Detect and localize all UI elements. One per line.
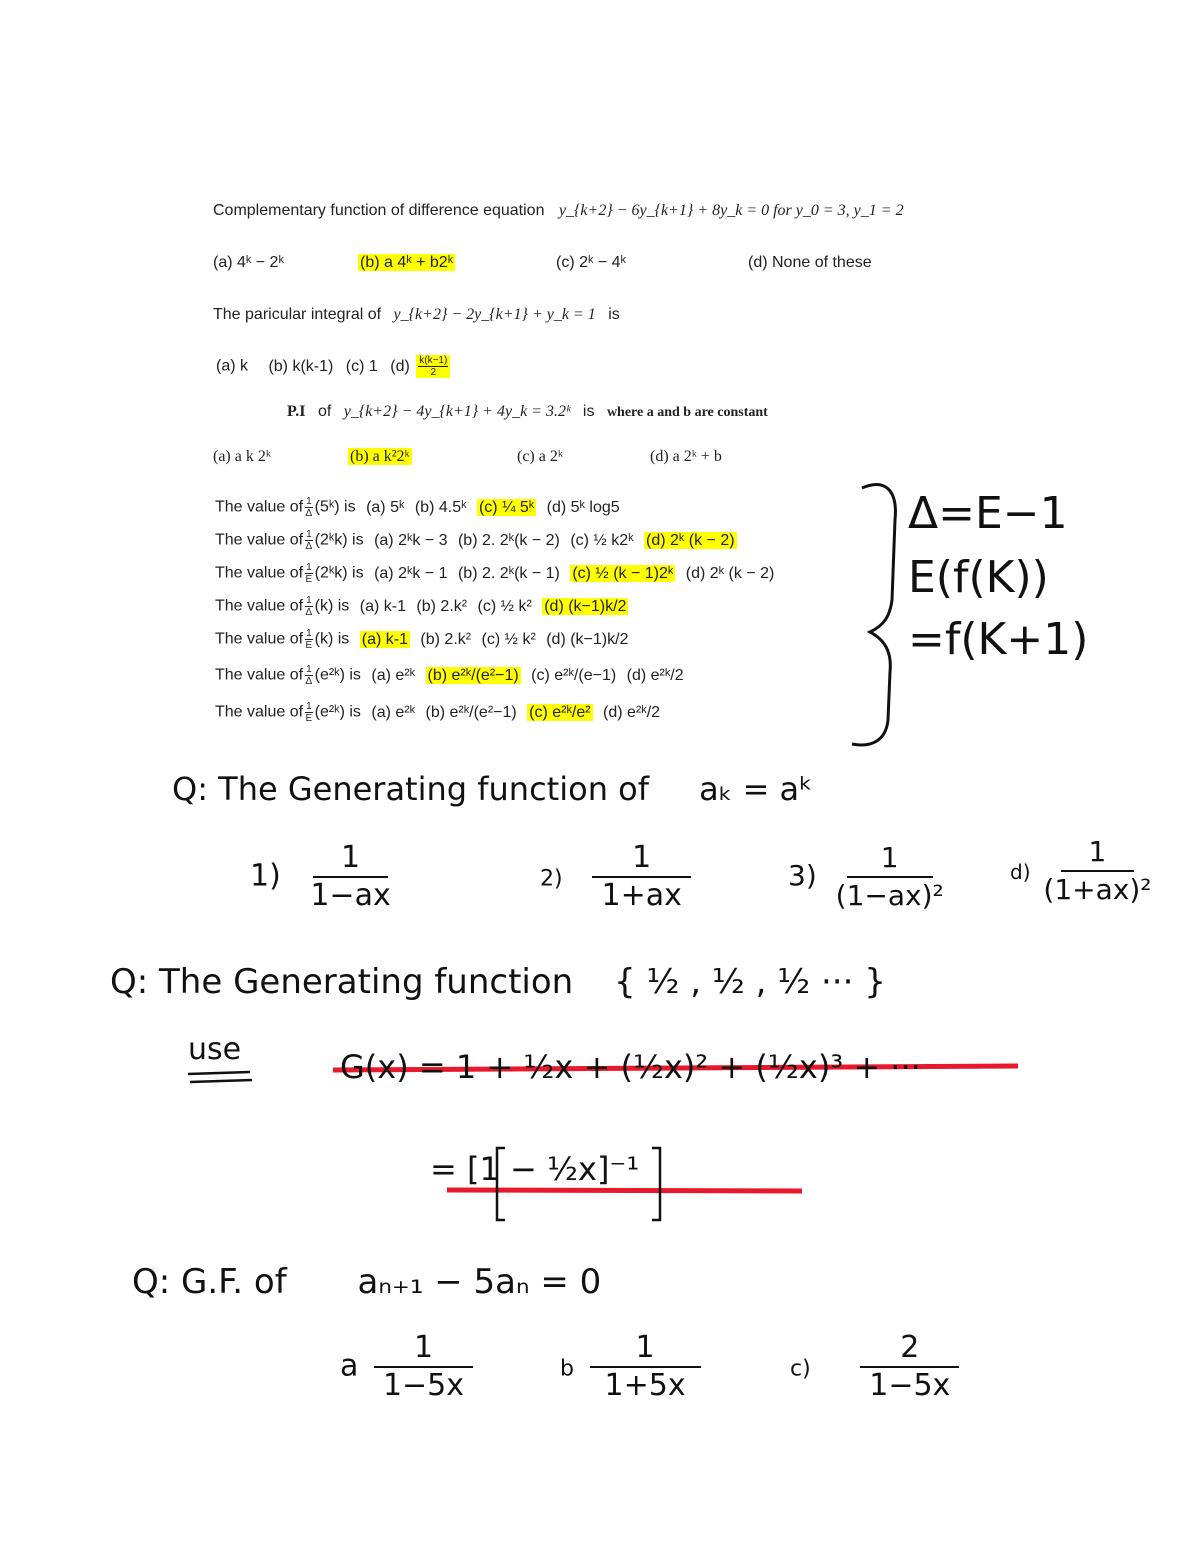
hw-q4-prompt [172, 770, 813, 808]
q3-option-c: (c) a 2ᵏ [517, 448, 563, 465]
hw-q4-opt-1 [250, 840, 391, 914]
value-row-answer: (b) e²ᵏ/(e²−1) [427, 666, 519, 684]
hw-q5-sequence: { ½ , ½ , ½ ··· } [614, 962, 886, 1002]
value-row-option-a: (a) 2ᵏk − 1 [374, 564, 448, 582]
hw-q6-opt-c [790, 1330, 959, 1404]
value-row-arg: (k) is [314, 597, 350, 615]
q3-option-a: (a) a k 2ᵏ [213, 448, 271, 465]
value-row-option-d: (d) (k−1)k/2 [546, 630, 629, 648]
curly-brace [852, 485, 895, 745]
value-row-arg: (k) is [314, 630, 350, 648]
value-row-option-a: (a) k-1 [359, 597, 406, 615]
hw-q6-opt-a [340, 1330, 473, 1404]
value-row: The value of $\frac{1}{\Delta}$ (2ᵏk) is (a) 2ᵏk − 3 (b) 2. 2ᵏ(k − 2) (c) ½ k2ᵏ (d) 2ᵏ (k − 2) [215, 529, 735, 552]
q3-answer-highlight: (b) a k²2ᵏ [350, 448, 410, 465]
value-row-answer: (d) (k−1)k/2 [544, 597, 627, 615]
opt-num: 2 [860, 1330, 959, 1368]
opt-num: 1 [374, 1330, 473, 1368]
opt-label: 3) [788, 859, 817, 892]
operator: E [305, 713, 313, 724]
operator: Δ [305, 607, 313, 618]
q2-option-b: (b) k(k-1) [268, 357, 334, 375]
value-row-answer: (c) ¼ 5ᵏ [478, 498, 535, 516]
q2-option-d: (d) [390, 357, 410, 375]
value-row-option-a: (a) 5ᵏ [366, 498, 405, 516]
opt-label: 1) [250, 858, 281, 894]
value-row-option-c: (c) ½ k² [477, 597, 532, 615]
bracket-right [652, 1148, 660, 1220]
value-row: The value of $\frac{1}{\Delta}$ (e²ᵏ) is (a) e²ᵏ (b) e²ᵏ/(e²−1) (c) e²ᵏ/(e−1) (d) e²ᵏ/2 [215, 664, 684, 687]
hw-q4-opt-3 [788, 840, 944, 914]
opt-den: (1−ax)² [835, 879, 944, 912]
hw-q6-opt-b [560, 1330, 701, 1404]
value-row: The value of $\frac{1}{E}$ (2ᵏk) is (a) 2ᵏk − 1 (b) 2. 2ᵏ(k − 1) (c) ½ (k − 1)2ᵏ (d) 2ᵏ (k − 2) [215, 562, 775, 585]
hw-q5-closed-form-struck: = [1 − ½x]⁻¹ [430, 1150, 640, 1188]
hw-q5-prompt-text: Q: The Generating function [110, 962, 574, 1002]
value-row-option-c: (c) ½ k² [481, 630, 536, 648]
value-row-answer: (a) k-1 [361, 630, 408, 648]
value-row: The value of $\frac{1}{E}$ (k) is (a) k-1 (b) 2.k² (c) ½ k² (d) (k−1)k/2 [215, 628, 629, 651]
value-row-lead: The value of [215, 498, 304, 516]
q2-d-numerator: k(k−1) [419, 355, 448, 366]
q1-equation: y_{k+2} − 6y_{k+1} + 8y_k = 0 for y_0 = 3, y_1 = 2 [558, 202, 904, 219]
opt-label: d) [1010, 860, 1031, 884]
value-row-option-c: (c) ½ k2ᵏ [570, 531, 634, 549]
q1-option-d: (d) None of these [748, 254, 872, 271]
strike-line-2 [447, 1190, 802, 1191]
operator: Δ [305, 541, 313, 552]
q3-suffix: is [582, 403, 595, 420]
value-row-option-a: (a) e²ᵏ [371, 703, 416, 721]
q1-stem-text: Complementary function of difference equation [213, 202, 545, 219]
opt-label: b [560, 1356, 574, 1382]
q2-option-c: (c) 1 [345, 357, 378, 375]
opt-num: 1 [590, 1330, 701, 1368]
value-row-option-d: (d) e²ᵏ/2 [626, 666, 684, 684]
opt-den: 1−5x [869, 1368, 951, 1403]
opt-den: 1−ax [310, 878, 391, 913]
opt-label: a [340, 1348, 359, 1384]
value-row-lead: The value of [215, 703, 304, 721]
value-row-option-b: (b) 4.5ᵏ [414, 498, 467, 516]
hw-q6-prompt-text: Q: G.F. of [132, 1262, 287, 1302]
q1-option-c: (c) 2ᵏ − 4ᵏ [556, 254, 626, 271]
opt-num: 1 [847, 840, 933, 878]
hw-q5-use: use [188, 1032, 242, 1067]
value-row-option-b: (b) e²ᵏ/(e²−1) [425, 703, 517, 721]
value-row-lead: The value of [215, 564, 304, 582]
note-shift: E(f(K)) [908, 552, 1049, 603]
value-row-lead: The value of [215, 597, 304, 615]
opt-den: 1−5x [382, 1368, 465, 1403]
q2-equation: y_{k+2} − 2y_{k+1} + y_k = 1 [393, 306, 596, 323]
value-row-arg: (5ᵏ) is [314, 498, 356, 516]
opt-den: (1+ax)² [1043, 873, 1152, 906]
value-row-arg: (2ᵏk) is [314, 564, 364, 582]
value-row-option-b: (b) 2. 2ᵏ(k − 1) [457, 564, 560, 582]
q1-answer-highlight: (b) a 4ᵏ + b2ᵏ [360, 254, 454, 271]
value-row: The value of $\frac{1}{E}$ (e²ᵏ) is (a) e²ᵏ (b) e²ᵏ/(e²−1) (c) e²ᵏ/e² (d) e²ᵏ/2 [215, 701, 661, 724]
operator: E [305, 640, 313, 651]
value-row-lead: The value of [215, 666, 304, 684]
value-row-lead: The value of [215, 630, 304, 648]
q2-option-a: (a) k [216, 357, 248, 375]
note-result: =f(K+1) [908, 614, 1089, 665]
value-row-arg: (e²ᵏ) is [314, 666, 361, 684]
value-row-option-c: (c) e²ᵏ/(e−1) [531, 666, 617, 684]
value-row-answer: (c) ½ (k − 1)2ᵏ [572, 564, 674, 582]
opt-den: 1+ax [601, 878, 682, 913]
value-row-option-b: (b) 2.k² [416, 597, 468, 615]
value-row-option-d: (d) 5ᵏ log5 [546, 498, 620, 516]
value-row-arg: (e²ᵏ) is [314, 703, 361, 721]
q3-prefix: P.I [287, 403, 306, 420]
hw-q5-series-struck: G(x) = 1 + ½x + (½x)² + (½x)³ + ··· [340, 1048, 921, 1086]
value-row: The value of $\frac{1}{\Delta}$ (5ᵏ) is (a) 5ᵏ (b) 4.5ᵏ (c) ¼ 5ᵏ (d) 5ᵏ log5 [215, 496, 620, 519]
hw-q5-prompt [110, 962, 886, 1002]
value-row-option-a: (a) e²ᵏ [371, 666, 416, 684]
q2-stem-text: The paricular integral of [213, 306, 382, 323]
value-row-lead: The value of [215, 531, 304, 549]
q2-suffix: is [608, 306, 620, 323]
opt-num: 1 [313, 840, 388, 878]
q3-note: where a and b are constant [606, 405, 768, 420]
opt-num: 1 [1061, 834, 1135, 872]
q3-option-d: (d) a 2ᵏ + b [650, 448, 722, 465]
value-row-option-d: (d) e²ᵏ/2 [603, 703, 661, 721]
value-row-answer: (d) 2ᵏ (k − 2) [646, 531, 735, 549]
q2-d-denominator: 2 [430, 367, 437, 378]
operator: E [305, 574, 313, 585]
value-row-arg: (2ᵏk) is [314, 531, 364, 549]
hw-q4-prompt-text: Q: The Generating function of [172, 770, 649, 808]
value-row-option-b: (b) 2.k² [420, 630, 472, 648]
hw-q4-opt-2 [540, 840, 691, 914]
hw-q4-sequence: aₖ = aᵏ [699, 770, 813, 808]
q3-equation: y_{k+2} − 4y_{k+1} + 4y_k = 3.2ᵏ [343, 403, 571, 420]
value-row-answer: (c) e²ᵏ/e² [529, 703, 591, 721]
brace-notes [908, 490, 1088, 664]
operator: Δ [305, 676, 313, 687]
hw-q6-equation: aₙ₊₁ − 5aₙ = 0 [357, 1262, 602, 1302]
hw-q6-prompt [132, 1262, 601, 1302]
opt-label: c) [790, 1356, 811, 1382]
opt-label: 2) [540, 866, 563, 892]
value-row: The value of $\frac{1}{\Delta}$ (k) is (a) k-1 (b) 2.k² (c) ½ k² (d) (k−1)k/2 [215, 595, 627, 618]
use-underline [188, 1072, 252, 1082]
hw-q4-opt-4 [1010, 834, 1151, 908]
value-row-option-b: (b) 2. 2ᵏ(k − 2) [457, 531, 560, 549]
opt-num: 1 [592, 840, 691, 878]
value-row-option-d: (d) 2ᵏ (k − 2) [685, 564, 775, 582]
q1-option-a: (a) 4ᵏ − 2ᵏ [213, 254, 284, 271]
opt-den: 1+5x [604, 1368, 686, 1403]
note-delta: Δ=E−1 [908, 488, 1068, 539]
operator: Δ [305, 508, 313, 519]
value-row-option-a: (a) 2ᵏk − 3 [374, 531, 448, 549]
q3-of: of [317, 403, 332, 420]
